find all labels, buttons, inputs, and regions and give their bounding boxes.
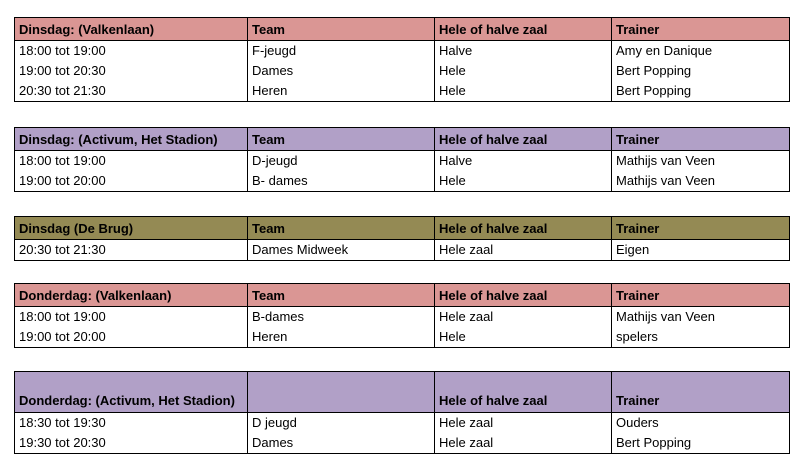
- zaal-cell: Hele zaal: [435, 413, 612, 434]
- table-row: [15, 327, 790, 348]
- time-cell: 19:30 tot 20:30: [15, 433, 248, 454]
- team-header: Team: [248, 217, 435, 240]
- trainer-cell: Mathijs van Veen: [612, 171, 790, 192]
- day-location-header: Donderdag: (Valkenlaan): [15, 284, 248, 307]
- zaal-header: Hele of halve zaal: [435, 217, 612, 240]
- time-cell: 20:30 tot 21:30: [15, 240, 248, 261]
- table-row: [15, 61, 790, 81]
- time-cell: 18:00 tot 19:00: [15, 307, 248, 328]
- zaal-cell: Hele: [435, 81, 612, 102]
- trainer-cell: Ouders: [612, 413, 790, 434]
- team-cell: B- dames: [248, 171, 435, 192]
- trainer-header: Trainer: [612, 128, 790, 151]
- team-cell: Dames: [248, 61, 435, 81]
- team-header: Team: [248, 18, 435, 41]
- schedule-table-dinsdag-valkenlaan: [14, 17, 790, 102]
- team-cell: Dames Midweek: [248, 240, 435, 261]
- schedule-table-donderdag-valkenlaan: [14, 283, 790, 348]
- day-location-header: Dinsdag (De Brug): [15, 217, 248, 240]
- zaal-cell: Hele: [435, 61, 612, 81]
- table-row: [15, 151, 790, 172]
- team-cell: F-jeugd: [248, 41, 435, 62]
- zaal-cell: Hele: [435, 327, 612, 348]
- team-cell: D jeugd: [248, 413, 435, 434]
- table-header-row: [15, 284, 790, 307]
- team-header: Team: [248, 284, 435, 307]
- team-cell: Heren: [248, 327, 435, 348]
- trainer-cell: spelers: [612, 327, 790, 348]
- zaal-cell: Halve: [435, 151, 612, 172]
- zaal-cell: Hele zaal: [435, 307, 612, 328]
- team-header: [248, 372, 435, 413]
- trainer-header: Trainer: [612, 217, 790, 240]
- trainer-cell: Bert Popping: [612, 81, 790, 102]
- table-header-row: [15, 18, 790, 41]
- table-row: [15, 41, 790, 62]
- trainer-header: Trainer: [612, 18, 790, 41]
- day-location-header: Dinsdag: (Activum, Het Stadion): [15, 128, 248, 151]
- team-cell: Dames: [248, 433, 435, 454]
- trainer-cell: Bert Popping: [612, 61, 790, 81]
- schedule-table-donderdag-activum: [14, 371, 790, 454]
- table-row: [15, 307, 790, 328]
- time-cell: 18:00 tot 19:00: [15, 151, 248, 172]
- team-header: Team: [248, 128, 435, 151]
- table-row: [15, 81, 790, 102]
- zaal-cell: Hele: [435, 171, 612, 192]
- table-row: [15, 171, 790, 192]
- zaal-cell: Hele zaal: [435, 433, 612, 454]
- trainer-cell: Eigen: [612, 240, 790, 261]
- zaal-header: Hele of halve zaal: [435, 372, 612, 413]
- table-row: [15, 240, 790, 261]
- time-cell: 19:00 tot 20:00: [15, 327, 248, 348]
- day-location-header: Dinsdag: (Valkenlaan): [15, 18, 248, 41]
- zaal-header: Hele of halve zaal: [435, 284, 612, 307]
- zaal-cell: Halve: [435, 41, 612, 62]
- table-header-row: [15, 217, 790, 240]
- trainer-cell: Mathijs van Veen: [612, 151, 790, 172]
- trainer-cell: Mathijs van Veen: [612, 307, 790, 328]
- team-cell: B-dames: [248, 307, 435, 328]
- time-cell: 20:30 tot 21:30: [15, 81, 248, 102]
- time-cell: 18:30 tot 19:30: [15, 413, 248, 434]
- table-header-row: [15, 372, 790, 413]
- trainer-header: Trainer: [612, 372, 790, 413]
- trainer-header: Trainer: [612, 284, 790, 307]
- table-header-row: [15, 128, 790, 151]
- time-cell: 19:00 tot 20:00: [15, 171, 248, 192]
- time-cell: 18:00 tot 19:00: [15, 41, 248, 62]
- zaal-header: Hele of halve zaal: [435, 128, 612, 151]
- day-location-header: Donderdag: (Activum, Het Stadion): [15, 372, 248, 413]
- table-row: [15, 433, 790, 454]
- trainer-cell: Amy en Danique: [612, 41, 790, 62]
- schedule-table-dinsdag-de-brug: [14, 216, 790, 261]
- table-row: [15, 413, 790, 434]
- trainer-cell: Bert Popping: [612, 433, 790, 454]
- team-cell: D-jeugd: [248, 151, 435, 172]
- schedule-table-dinsdag-activum: [14, 127, 790, 192]
- zaal-header: Hele of halve zaal: [435, 18, 612, 41]
- time-cell: 19:00 tot 20:30: [15, 61, 248, 81]
- team-cell: Heren: [248, 81, 435, 102]
- zaal-cell: Hele zaal: [435, 240, 612, 261]
